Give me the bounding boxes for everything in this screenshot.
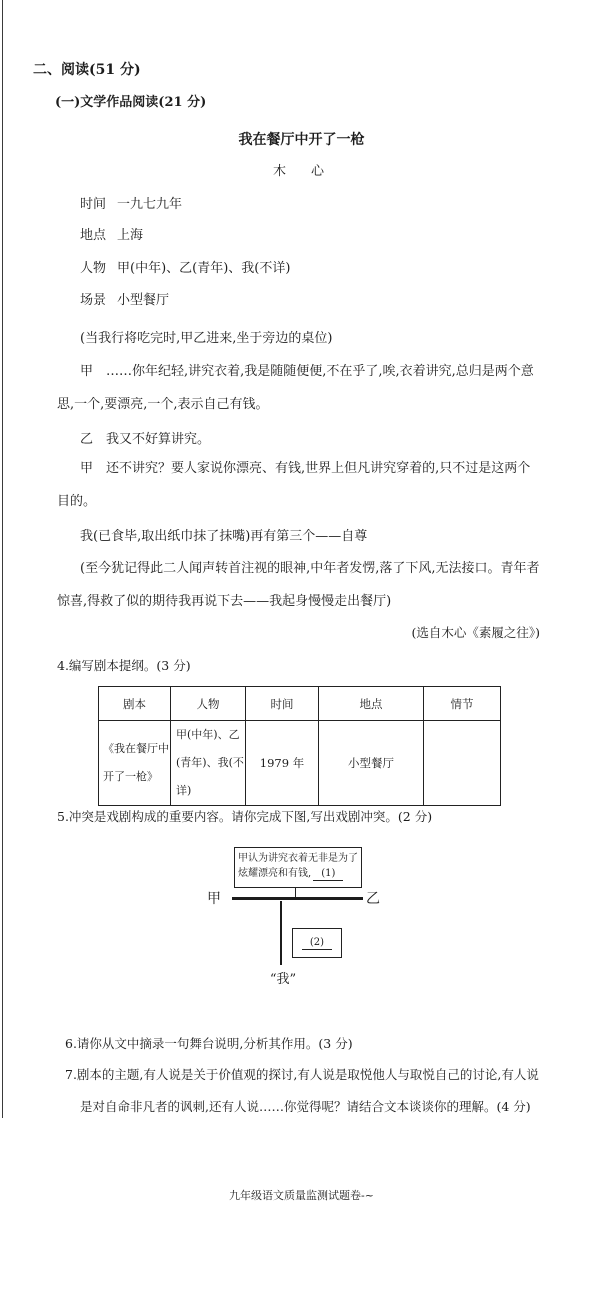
cell-characters: 甲(中年)、乙(青年)、我(不详)	[171, 721, 246, 806]
question-5-prompt: 5.冲突是戏剧构成的重要内容。请你完成下图,写出戏剧冲突。(2 分)	[57, 809, 433, 824]
source-citation: (选自木心《素履之往》)	[411, 625, 540, 640]
stage-direction-closing: 惊喜,得救了似的期待我再说下去——我起身慢慢走出餐厅)	[57, 594, 392, 609]
question-6-prompt: 6.请你从文中摘录一句舞台说明,分析其作用。(3 分)	[65, 1036, 353, 1051]
header-place: 地点	[319, 687, 424, 721]
info-value: 小型餐厅	[117, 293, 170, 308]
dialogue-line: 甲 ……你年纪轻,讲究衣着,我是随随便便,不在乎了,唉,衣着讲究,总归是两个意	[80, 364, 534, 379]
party-me-label: “我”	[269, 972, 297, 987]
table-row	[99, 721, 501, 806]
header-characters: 人物	[171, 687, 246, 721]
info-label: 场景	[80, 293, 107, 308]
info-value: 上海	[117, 228, 144, 243]
table-header-row	[99, 687, 501, 721]
cell-place: 小型餐厅	[319, 721, 424, 806]
header-time: 时间	[246, 687, 319, 721]
conflict-box-text: 甲认为讲究衣着无非是为了炫耀漂亮和有钱,	[238, 853, 358, 879]
party-jia-label: 甲	[207, 891, 221, 907]
play-info-place	[80, 227, 143, 245]
answer-blank-1: (1)	[313, 868, 343, 881]
script-outline-table	[98, 686, 501, 806]
question-7-prompt-line: 7.剧本的主题,有人说是关于价值观的探讨,有人说是取悦他人与取悦自己的讨论,有人说	[65, 1067, 539, 1082]
cell-plot-answer-blank	[424, 721, 501, 806]
cell-time: 1979 年	[246, 721, 319, 806]
page-footer: 九年级语文质量监测试题卷-~	[229, 1189, 374, 1202]
dialogue-line: 甲 还不讲究？要人家说你漂亮、有钱,世界上但凡讲究穿着的,只不过是这两个	[80, 461, 531, 476]
stage-direction-closing: (至今犹记得此二人闻声转首注视的眼神,中年者发愣,落了下风,无法接口。青年者	[80, 561, 540, 576]
header-plot: 情节	[424, 687, 501, 721]
info-label: 地点	[80, 228, 107, 243]
diagram-me-line	[280, 901, 282, 965]
dialogue-line: 我(已食毕,取出纸巾抹了抹嘴)再有第三个——自尊	[80, 529, 368, 544]
info-value: 一九七九年	[117, 197, 183, 212]
diagram-conflict-line	[232, 897, 363, 900]
play-title: 我在餐厅中开了一枪	[238, 132, 365, 148]
info-label: 时间	[80, 197, 107, 212]
stage-direction-opening: (当我行将吃完时,甲乙进来,坐于旁边的桌位)	[80, 331, 333, 346]
section-heading: 二、阅读(51 分)	[33, 62, 141, 78]
section-subheading: (一)文学作品阅读(21 分)	[55, 95, 207, 110]
play-author: 木 心	[272, 164, 330, 179]
dialogue-line: 乙 我又不好算讲究。	[80, 432, 211, 447]
cell-script: 《我在餐厅中开了一枪》	[99, 721, 171, 806]
play-info-characters	[80, 260, 290, 278]
play-info-time	[80, 196, 182, 214]
conflict-box-jia	[234, 847, 362, 888]
dialogue-line: 目的。	[57, 494, 97, 509]
play-info-scene	[80, 292, 169, 310]
question-4-prompt: 4.编写剧本提纲。(3 分)	[57, 658, 191, 673]
info-value: 甲(中年)、乙(青年)、我(不详)	[117, 261, 291, 276]
conflict-box-me	[292, 928, 342, 958]
dialogue-line: 思,一个,要漂亮,一个,表示自己有钱。	[57, 397, 269, 412]
question-7-prompt-line: 是对自命非凡者的讽刺,还有人说……你觉得呢？请结合文本谈谈你的理解。(4 分)	[80, 1099, 531, 1114]
answer-blank-2: (2)	[302, 937, 332, 950]
header-script: 剧本	[99, 687, 171, 721]
party-yi-label: 乙	[366, 891, 380, 907]
info-label: 人物	[80, 261, 107, 276]
